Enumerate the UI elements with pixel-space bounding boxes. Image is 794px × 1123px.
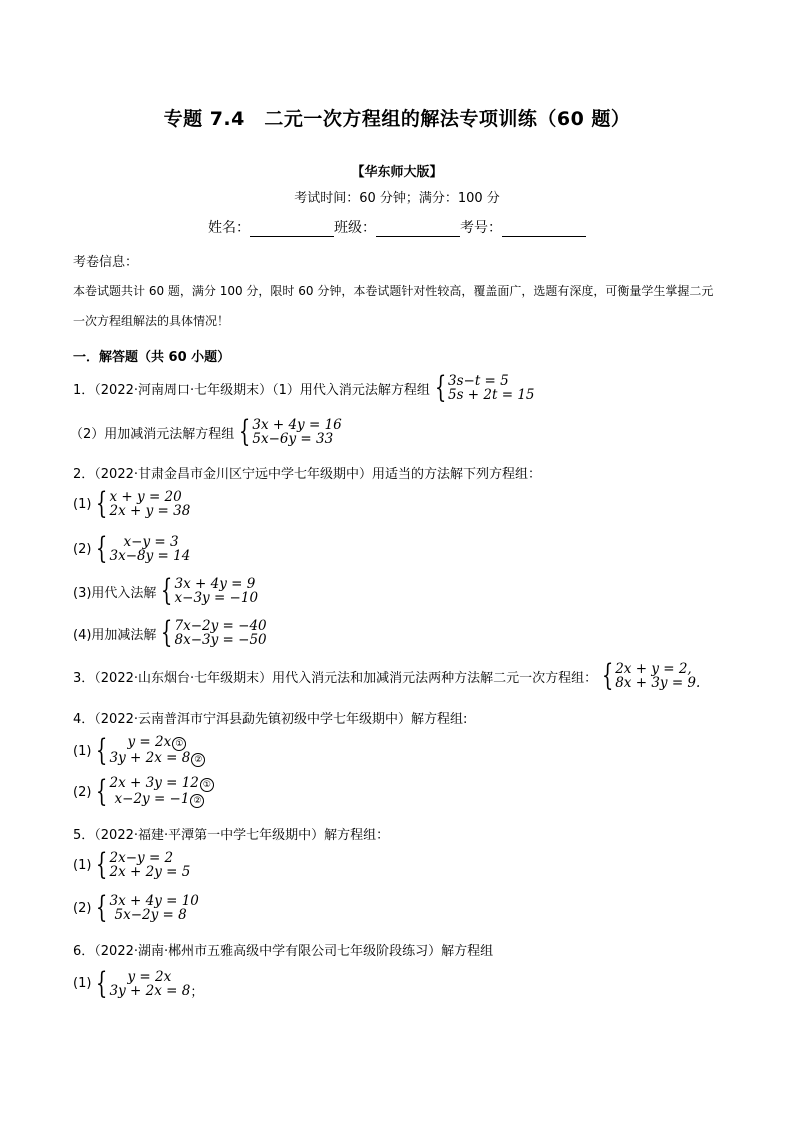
equation: 3s−t = 5 xyxy=(448,373,509,389)
notice-text: 本卷试题共计 60 题，满分 100 分，限时 60 分钟，本卷试题针对性较高，覆盖面广，选题有深度，可衡量学生掌握二元一次方程组解法的具体情况！ xyxy=(73,284,714,328)
part-label: (2) xyxy=(73,784,92,800)
equation: 5s + 2t = 15 xyxy=(448,387,535,403)
equation: x + y = 20 xyxy=(109,489,182,505)
equation: 2x + y = 2, xyxy=(615,661,692,677)
question-2-part-1 xyxy=(73,486,191,521)
q2-system-1 xyxy=(92,486,191,521)
question-2-part-4 xyxy=(73,615,267,650)
brace: { xyxy=(96,733,108,768)
part-label: (3)用代入法解 xyxy=(73,585,157,601)
section-title: 一．解答题（共 60 小题） xyxy=(73,350,231,365)
class-blank xyxy=(376,222,460,237)
part-label: (1) xyxy=(73,496,92,512)
brace: { xyxy=(161,615,173,650)
equation: 2x + 3y = 12 xyxy=(109,775,199,791)
equation-row xyxy=(110,735,206,751)
equation: 3y + 2x = 8 xyxy=(109,750,191,766)
q1-system-2 xyxy=(235,414,342,449)
question-4-part-2 xyxy=(73,776,214,808)
equation: 3x + 4y = 10 xyxy=(109,893,199,909)
question-5-part-2 xyxy=(73,890,199,925)
number-label: 考号： xyxy=(460,220,502,236)
circled-two: ② xyxy=(190,794,204,808)
circled-one: ① xyxy=(172,737,186,751)
class-label: 班级： xyxy=(334,220,376,236)
question-5-stem: 5．（2022·福建·平潭第一中学七年级期中）解方程组： xyxy=(73,828,390,843)
equation: 8x−3y = −50 xyxy=(174,632,267,648)
brace: { xyxy=(161,573,173,608)
part-label: (2) xyxy=(73,900,92,916)
question-6-part-1 xyxy=(73,967,203,1000)
equation: y = 2x xyxy=(127,734,172,750)
equation: 3x + 4y = 16 xyxy=(252,417,342,433)
question-3 xyxy=(73,658,701,693)
equation: 2x + y = 38 xyxy=(109,503,191,519)
equation: x−3y = −10 xyxy=(174,590,259,606)
q2-system-2 xyxy=(92,531,191,566)
q5-system-1 xyxy=(92,847,191,882)
equation: 2x−y = 2 xyxy=(109,850,174,866)
part-label: (1) xyxy=(73,976,92,991)
q1-system-1 xyxy=(431,370,535,405)
student-info-line xyxy=(0,217,794,237)
brace: { xyxy=(601,658,614,693)
page-title: 专题 7.4 二元一次方程组的解法专项训练（60 题） xyxy=(163,108,631,130)
q2-system-4 xyxy=(157,615,267,650)
q3-stem: 3．（2022·山东烟台·七年级期末）用代入消元法和加减消元法两种方法解二元一次方程组： xyxy=(73,670,598,686)
circled-one: ① xyxy=(200,778,214,792)
part-label: (1) xyxy=(73,857,92,873)
equation: 3x + 4y = 9 xyxy=(174,576,256,592)
equation: 3y + 2x = 8 xyxy=(109,982,191,999)
brace: { xyxy=(96,774,108,809)
equation: 2x + 2y = 5 xyxy=(109,864,191,880)
notice-heading: 考卷信息： xyxy=(73,255,139,270)
question-4-stem: 4．（2022·云南普洱市宁洱县勐先镇初级中学七年级期中）解方程组: xyxy=(73,712,468,727)
equation: x−2y = −1 xyxy=(114,791,190,807)
equation: 3x−8y = 14 xyxy=(109,548,191,564)
question-5-part-1 xyxy=(73,847,191,882)
equation: 5x−6y = 33 xyxy=(252,431,334,447)
circled-two: ② xyxy=(191,753,205,767)
semicolon: ； xyxy=(190,985,204,1000)
part-label: (4)用加减法解 xyxy=(73,627,157,643)
part-label: (1) xyxy=(73,743,92,759)
question-6-stem: 6．（2022·湖南·郴州市五雅高级中学有限公司七年级阶段练习）解方程组 xyxy=(73,944,494,959)
q1-sub2-label: （2）用加减消元法解方程组 xyxy=(70,426,235,442)
q1-stem: 1．（2022·河南周口·七年级期末）（1）用代入消元法解方程组 xyxy=(73,382,430,398)
exam-time: 考试时间：60 分钟；满分：100 分 xyxy=(294,191,500,206)
equation: 7x−2y = −40 xyxy=(174,618,267,634)
equation-row xyxy=(110,751,206,767)
brace: { xyxy=(96,486,108,521)
question-2-part-3 xyxy=(73,573,259,608)
q5-system-2 xyxy=(92,890,199,925)
brace: { xyxy=(96,847,108,882)
equation: 8x + 3y = 9. xyxy=(615,675,701,691)
question-2-part-2 xyxy=(73,531,191,566)
question-1 xyxy=(73,370,535,405)
part-label: (2) xyxy=(73,541,92,557)
equation: y = 2x xyxy=(127,968,172,985)
brace: { xyxy=(434,370,447,405)
number-blank xyxy=(502,222,586,237)
brace: { xyxy=(96,531,108,566)
q4-system-2 xyxy=(92,776,213,808)
q2-system-3 xyxy=(157,573,259,608)
name-blank xyxy=(250,222,334,237)
equation: 5x−2y = 8 xyxy=(114,907,187,923)
brace: { xyxy=(239,414,251,449)
q3-system xyxy=(598,658,701,693)
equation-row xyxy=(110,792,214,808)
equation-row xyxy=(110,776,214,792)
name-label: 姓名： xyxy=(208,220,250,236)
q4-system-1 xyxy=(92,735,205,767)
q6-system-1 xyxy=(92,965,191,1001)
equation: x−y = 3 xyxy=(123,534,179,550)
brace: { xyxy=(96,890,108,925)
question-1-part-2 xyxy=(70,414,342,449)
question-4-part-1 xyxy=(73,735,205,767)
question-2-stem: 2．（2022·甘肃金昌市金川区宁远中学七年级期中）用适当的方法解下列方程组： xyxy=(73,467,541,482)
edition-label: 【华东师大版】 xyxy=(351,165,443,180)
brace: { xyxy=(96,965,108,1001)
